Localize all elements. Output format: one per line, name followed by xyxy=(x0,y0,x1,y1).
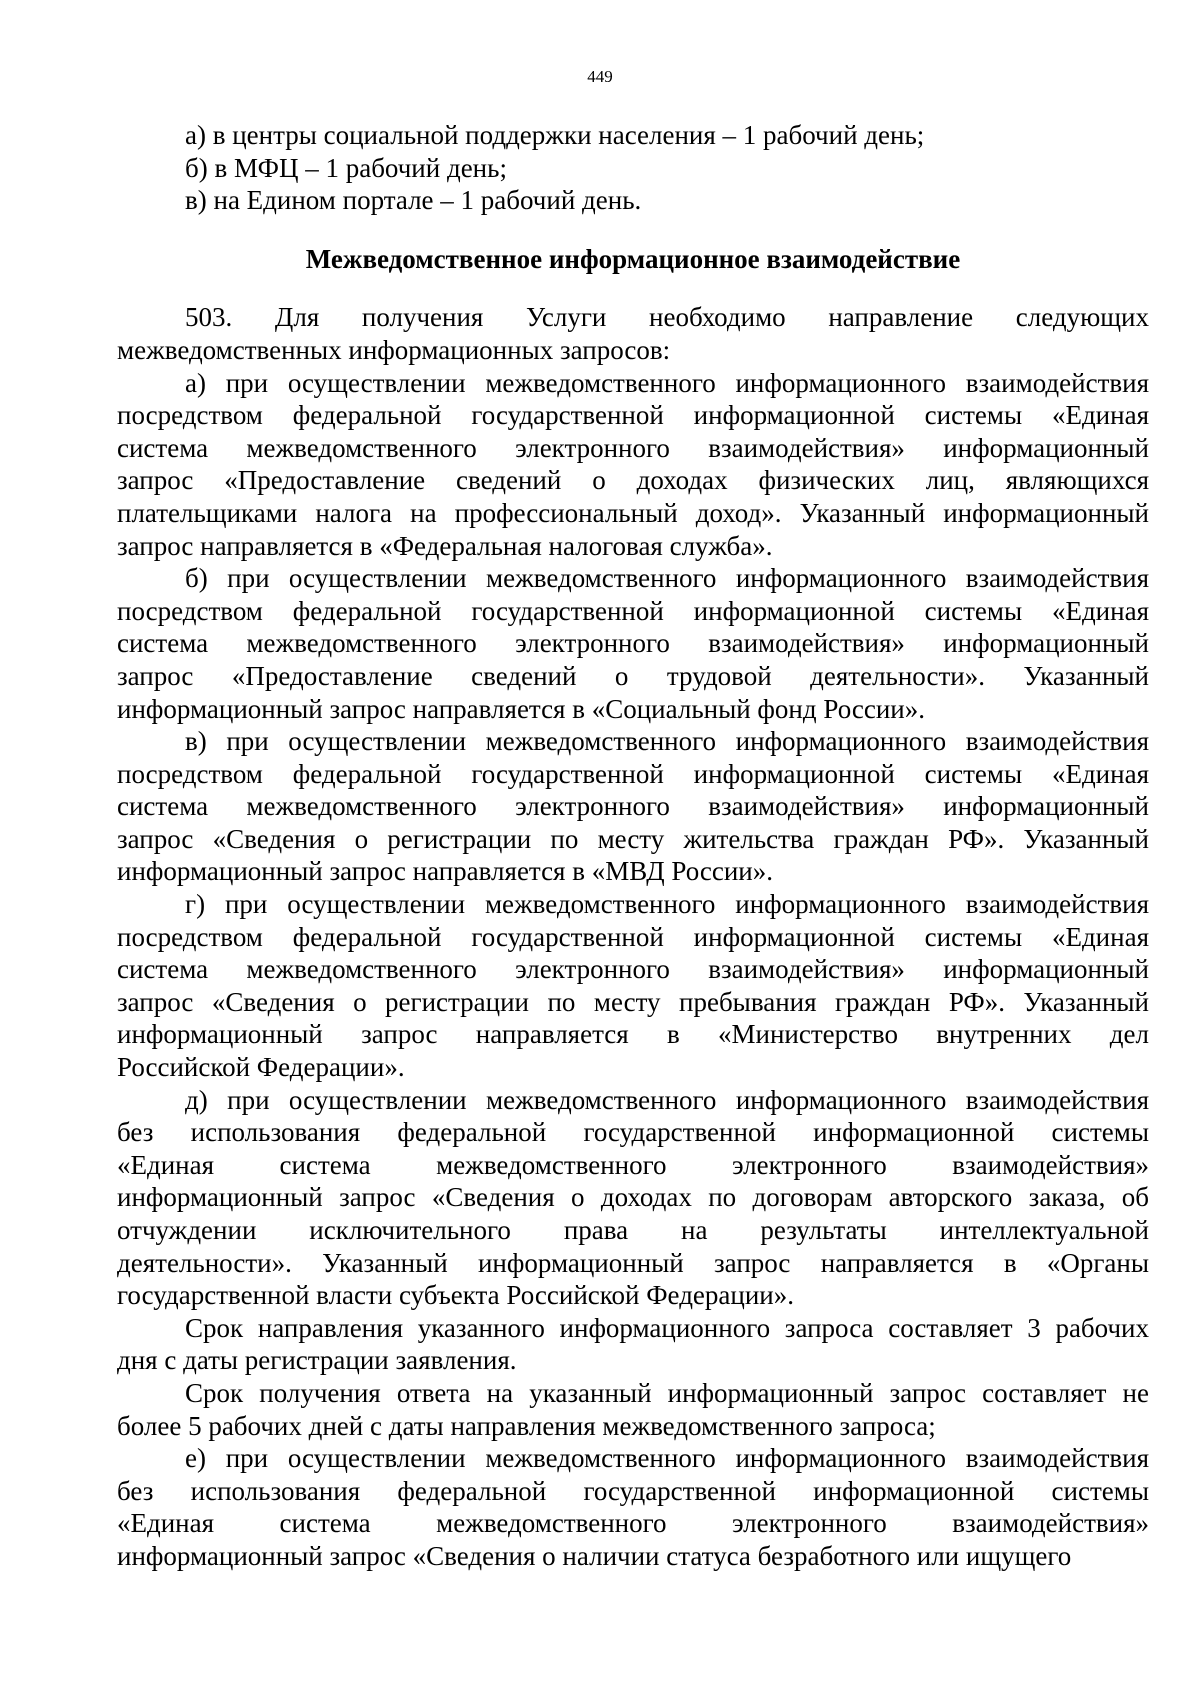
section-heading: Межведомственное информационное взаимодействие xyxy=(305,243,961,274)
list-item: в) на Едином портале – 1 рабочий день. xyxy=(185,185,642,216)
paragraph xyxy=(117,1312,1149,1377)
paragraph-line: отчуждении исключительного права на результаты интеллектуальной xyxy=(117,1215,1149,1245)
paragraph-line: государственной власти субъекта Российской Федерации». xyxy=(117,1280,794,1311)
paragraph-line: без использования федеральной государственной информационной системы xyxy=(117,1475,1149,1506)
paragraph xyxy=(117,1377,1149,1442)
paragraph-line: информационный запрос «Сведения о наличии статуса безработного или ищущего xyxy=(117,1540,1072,1571)
paragraph xyxy=(117,1442,1149,1572)
list-item: а) в центры социальной поддержки населения – 1 рабочий день; xyxy=(185,120,925,150)
paragraph xyxy=(117,562,1149,725)
delivery-times-list xyxy=(117,119,1149,217)
paragraph-line: более 5 рабочих дней с даты направления межведомственного запроса; xyxy=(117,1410,936,1441)
paragraph-line: дня с даты регистрации заявления. xyxy=(117,1345,517,1376)
paragraph-line: а) при осуществлении межведомственного информационного взаимодействия xyxy=(185,367,1149,398)
paragraph-line: информационный запрос направляется в «Социальный фонд России». xyxy=(117,693,925,724)
paragraph-line: в) при осуществлении межведомственного информационного взаимодействия xyxy=(185,726,1149,757)
page-number: 449 xyxy=(587,67,613,86)
list-item: б) в МФЦ – 1 рабочий день; xyxy=(185,152,507,183)
paragraph-line: «Единая система межведомственного электронного взаимодействия» xyxy=(117,1508,1149,1539)
paragraph-line: запрос «Сведения о регистрации по месту жительства граждан РФ». Указанный xyxy=(117,823,1149,854)
paragraph-line: г) при осуществлении межведомственного информационного взаимодействия xyxy=(185,889,1149,920)
paragraph-line: без использования федеральной государственной информационной системы xyxy=(117,1117,1149,1148)
paragraph xyxy=(117,367,1149,563)
paragraph-line: запрос направляется в «Федеральная налоговая служба». xyxy=(117,530,773,561)
paragraph-line: плательщиками налога на профессиональный доход». Указанный информационный xyxy=(117,497,1149,528)
paragraph-line: д) при осуществлении межведомственного информационного взаимодействия xyxy=(185,1084,1149,1115)
paragraph-line: система межведомственного электронного взаимодействия» информационный xyxy=(117,954,1149,985)
paragraph xyxy=(117,888,1149,1084)
paragraphs xyxy=(117,301,1149,1572)
paragraph-line: «Единая система межведомственного электронного взаимодействия» xyxy=(117,1149,1149,1180)
paragraph xyxy=(117,1084,1149,1312)
paragraph-line: посредством федеральной государственной информационной системы «Единая xyxy=(117,921,1149,952)
paragraph-line: посредством федеральной государственной информационной системы «Единая xyxy=(117,400,1149,431)
paragraph-line: информационный запрос направляется в «МВД России». xyxy=(117,856,774,887)
paragraph-line: система межведомственного электронного взаимодействия» информационный xyxy=(117,791,1149,822)
paragraph-line: информационный запрос направляется в «Министерство внутренних дел xyxy=(117,1019,1149,1050)
paragraph xyxy=(117,725,1149,888)
paragraph-line: б) при осуществлении межведомственного информационного взаимодействия xyxy=(185,563,1149,594)
paragraph xyxy=(117,301,1149,366)
paragraph-line: 503. Для получения Услуги необходимо направление следующих xyxy=(185,302,1149,333)
paragraph-line: система межведомственного электронного взаимодействия» информационный xyxy=(117,628,1149,659)
paragraph-line: посредством федеральной государственной информационной системы «Единая xyxy=(117,758,1149,789)
paragraph-line: Российской Федерации». xyxy=(117,1052,405,1083)
paragraph-line: запрос «Предоставление сведений о доходах физических лиц, являющихся xyxy=(117,465,1149,496)
paragraph-line: система межведомственного электронного взаимодействия» информационный xyxy=(117,432,1149,463)
paragraph-line: запрос «Сведения о регистрации по месту пребывания граждан РФ». Указанный xyxy=(117,986,1149,1017)
paragraph-line: Срок получения ответа на указанный информационный запрос составляет не xyxy=(185,1377,1149,1408)
paragraph-line: посредством федеральной государственной информационной системы «Единая xyxy=(117,595,1149,626)
paragraph-line: межведомственных информационных запросов: xyxy=(117,334,671,365)
paragraph-line: информационный запрос «Сведения о доходах по договорам авторского заказа, об xyxy=(117,1182,1149,1213)
paragraph-line: деятельности». Указанный информационный запрос направляется в «Органы xyxy=(117,1247,1149,1278)
document-body xyxy=(117,119,1149,1573)
paragraph-line: Срок направления указанного информационного запроса составляет 3 рабочих xyxy=(185,1312,1149,1343)
paragraph-line: е) при осуществлении межведомственного информационного взаимодействия xyxy=(185,1443,1149,1474)
paragraph-line: запрос «Предоставление сведений о трудовой деятельности». Указанный xyxy=(117,660,1149,691)
